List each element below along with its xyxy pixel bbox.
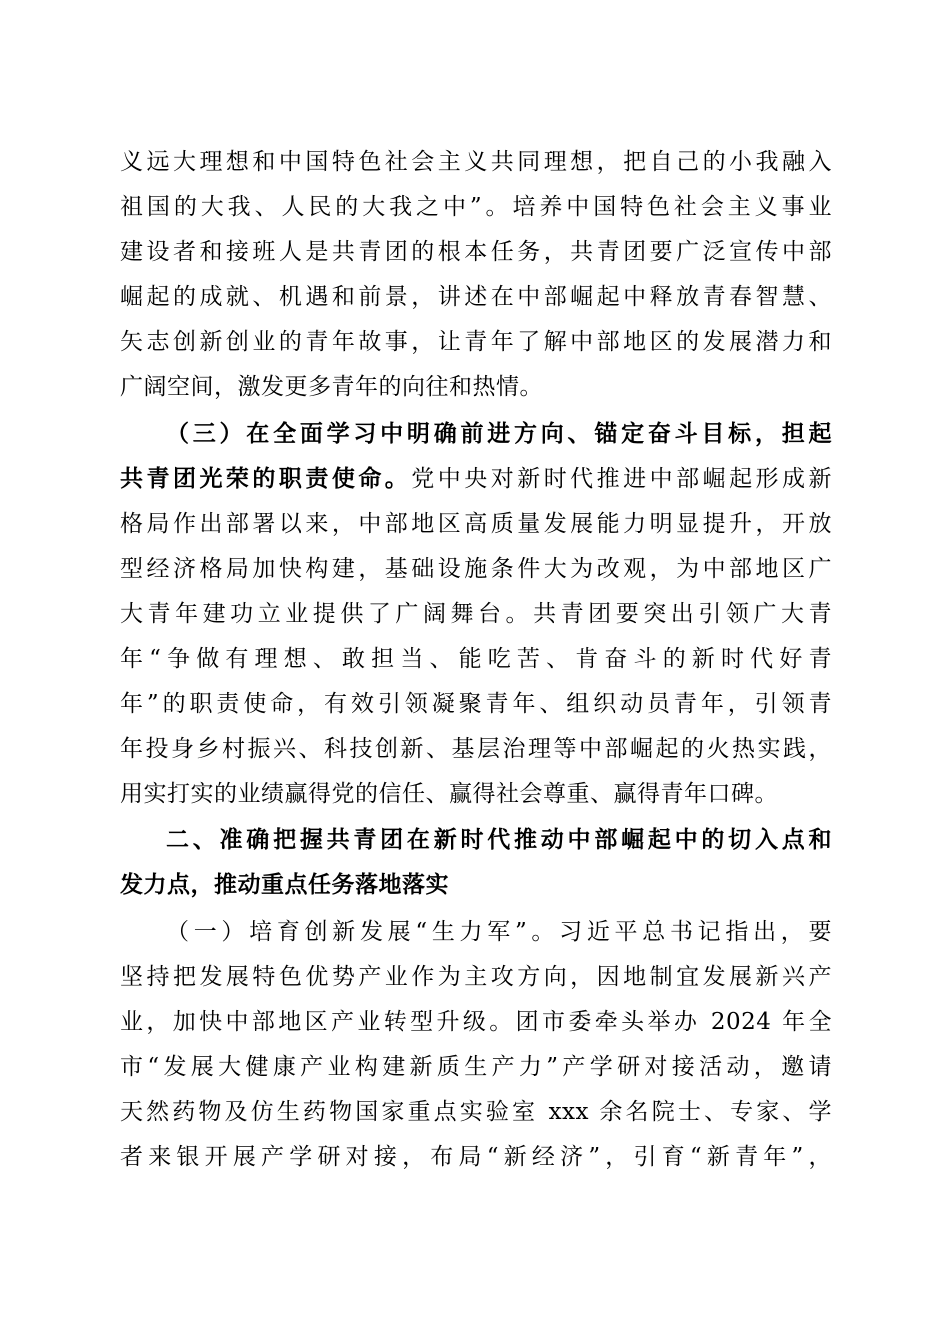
text-line: （一）培育创新发展“生力军”。习近平总书记指出，要	[166, 919, 832, 945]
text-line: 建设者和接班人是共青团的根本任务，共青团要广泛宣传中部	[120, 239, 832, 265]
text-line: 者来银开展产学研对接，布局“新经济”，引育“新青年”，	[120, 1144, 832, 1170]
text-line: 大青年建功立业提供了广阔舞台。共青团要突出引领广大青	[120, 601, 832, 627]
text-line: 天然药物及仿生药物国家重点实验室 xxx 余名院士、专家、学	[120, 1099, 832, 1125]
subheading-tail: 共青团光荣的职责使命。	[120, 466, 412, 492]
section-heading-line: 二、准确把握共青团在新时代推动中部崛起中的切入点和	[166, 827, 832, 853]
text-line: 义远大理想和中国特色社会主义共同理想，把自己的小我融入	[120, 149, 832, 175]
section-heading-line: 发力点，推动重点任务落地落实	[120, 872, 449, 898]
text-line: 年“争做有理想、敢担当、能吃苦、肯奋斗的新时代好青	[120, 646, 832, 672]
text-line	[120, 457, 832, 501]
text-line: 用实打实的业绩赢得党的信任、赢得社会尊重、赢得青年口碑。	[120, 781, 778, 807]
text-line: 市“发展大健康产业构建新质生产力”产学研对接活动，邀请	[120, 1054, 832, 1080]
subheading-line: （三）在全面学习中明确前进方向、锚定奋斗目标，担起	[166, 421, 832, 447]
text-line: 崛起的成就、机遇和前景，讲述在中部崛起中释放青春智慧、	[120, 284, 832, 310]
text-line: 年投身乡村振兴、科技创新、基层治理等中部崛起的火热实践，	[120, 736, 832, 762]
text-run: 党中央对新时代推进中部崛起形成新	[411, 466, 833, 492]
text-line: 年”的职责使命，有效引领凝聚青年、组织动员青年，引领青	[120, 691, 832, 717]
text-line: 矢志创新创业的青年故事，让青年了解中部地区的发展潜力和	[120, 329, 832, 355]
text-line: 广阔空间，激发更多青年的向往和热情。	[120, 374, 543, 400]
text-line: 格局作出部署以来，中部地区高质量发展能力明显提升，开放	[120, 511, 832, 537]
text-line: 型经济格局加快构建，基础设施条件大为改观，为中部地区广	[120, 556, 832, 582]
text-line: 业，加快中部地区产业转型升级。团市委牵头举办 2024 年全	[120, 1009, 832, 1035]
text-line: 坚持把发展特色优势产业作为主攻方向，因地制宜发展新兴产	[120, 964, 832, 990]
text-line: 祖国的大我、人民的大我之中”。培养中国特色社会主义事业	[120, 194, 832, 220]
